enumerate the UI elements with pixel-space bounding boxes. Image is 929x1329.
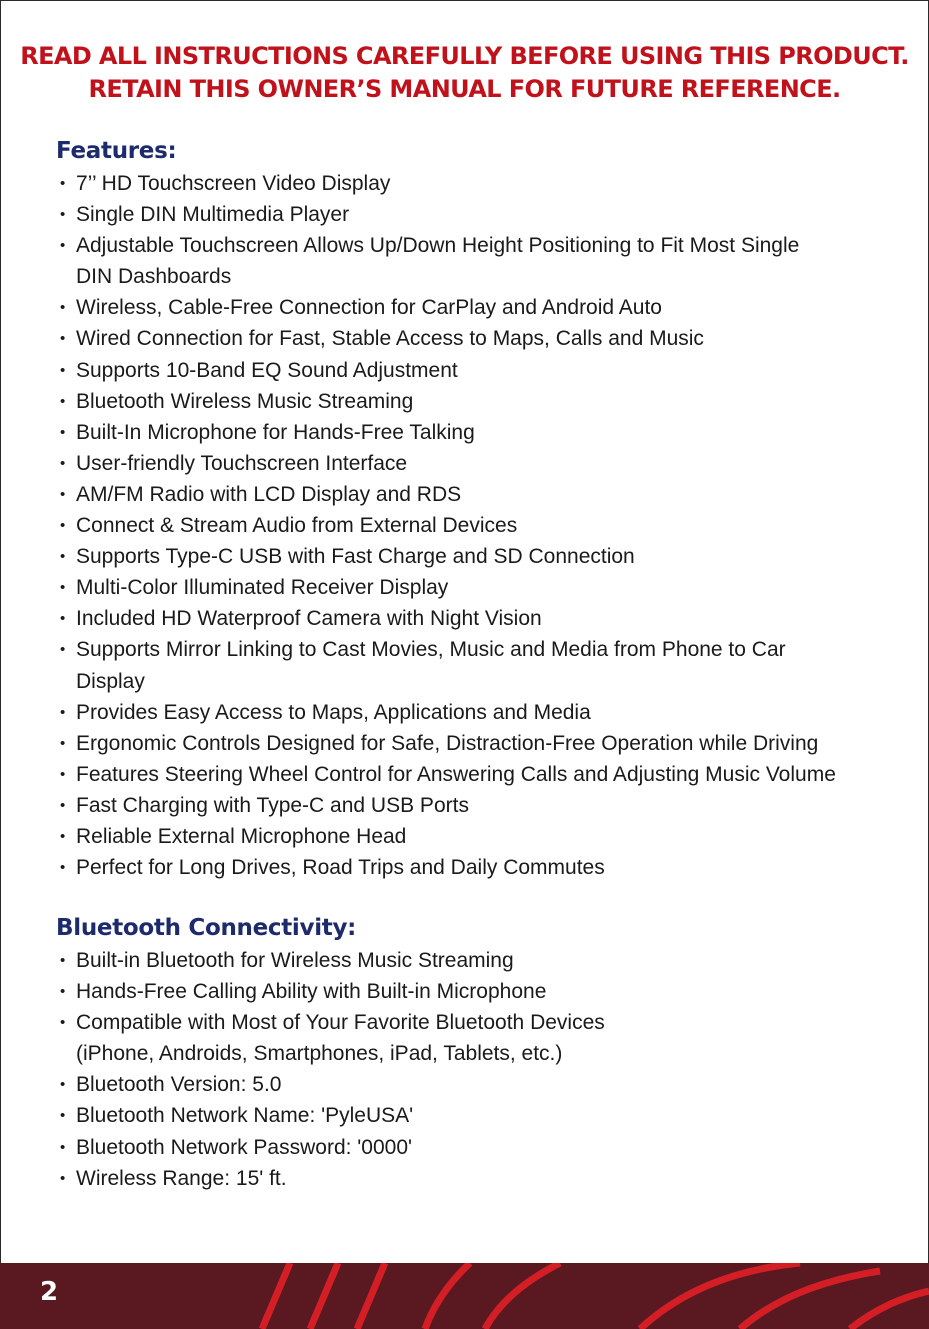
list-item: • Adjustable Touchscreen Allows Up/Down Height Positioning to Fit Most Single DIN Dashboards: [60, 230, 900, 292]
list-item: • Bluetooth Version: 5.0: [60, 1069, 900, 1100]
list-item: • Supports Mirror Linking to Cast Movies, Music and Media from Phone to Car Display: [60, 634, 900, 696]
header-line-2: RETAIN THIS OWNER’S MANUAL FOR FUTURE REFERENCE.: [88, 75, 841, 103]
list-item: • Built-in Bluetooth for Wireless Music Streaming: [60, 945, 900, 976]
list-item: • Compatible with Most of Your Favorite Bluetooth Devices (iPhone, Androids, Smartphones, iPad, Tablets, etc.): [60, 1007, 900, 1069]
page-number: 2: [40, 1277, 59, 1307]
features-list: [60, 168, 900, 883]
footer-band: [0, 1263, 929, 1329]
list-item: • Supports 10-Band EQ Sound Adjustment: [60, 355, 900, 386]
list-item: • Bluetooth Network Name: 'PyleUSA': [60, 1100, 900, 1131]
header-line-1: READ ALL INSTRUCTIONS CAREFULLY BEFORE USING THIS PRODUCT.: [20, 42, 909, 70]
list-item: • Perfect for Long Drives, Road Trips and Daily Commutes: [60, 852, 900, 883]
list-item: • Wired Connection for Fast, Stable Access to Maps, Calls and Music: [60, 323, 900, 354]
list-item: • Connect & Stream Audio from External Devices: [60, 510, 900, 541]
list-item: • User-friendly Touchscreen Interface: [60, 448, 900, 479]
list-item: • Fast Charging with Type-C and USB Ports: [60, 790, 900, 821]
list-item: • Wireless, Cable-Free Connection for CarPlay and Android Auto: [60, 292, 900, 323]
list-item: • Features Steering Wheel Control for Answering Calls and Adjusting Music Volume: [60, 759, 900, 790]
list-item: • Reliable External Microphone Head: [60, 821, 900, 852]
bluetooth-list: [60, 945, 900, 1194]
footer-decorative-stripes: [0, 1263, 929, 1329]
list-item: • Provides Easy Access to Maps, Applications and Media: [60, 697, 900, 728]
list-item: • Hands-Free Calling Ability with Built-in Microphone: [60, 976, 900, 1007]
list-item: • Included HD Waterproof Camera with Night Vision: [60, 603, 900, 634]
manual-header: [0, 40, 929, 106]
list-item: • Single DIN Multimedia Player: [60, 199, 900, 230]
list-item: • Bluetooth Network Password: '0000': [60, 1132, 900, 1163]
bluetooth-heading: Bluetooth Connectivity:: [56, 915, 357, 941]
list-item: • Built-In Microphone for Hands-Free Talking: [60, 417, 900, 448]
list-item: • Bluetooth Wireless Music Streaming: [60, 386, 900, 417]
list-item: • Ergonomic Controls Designed for Safe, Distraction-Free Operation while Driving: [60, 728, 900, 759]
features-heading: Features:: [56, 138, 177, 164]
list-item: • Supports Type-C USB with Fast Charge and SD Connection: [60, 541, 900, 572]
list-item: • 7’’ HD Touchscreen Video Display: [60, 168, 900, 199]
list-item: • Multi-Color Illuminated Receiver Display: [60, 572, 900, 603]
list-item: • AM/FM Radio with LCD Display and RDS: [60, 479, 900, 510]
list-item: • Wireless Range: 15' ft.: [60, 1163, 900, 1194]
